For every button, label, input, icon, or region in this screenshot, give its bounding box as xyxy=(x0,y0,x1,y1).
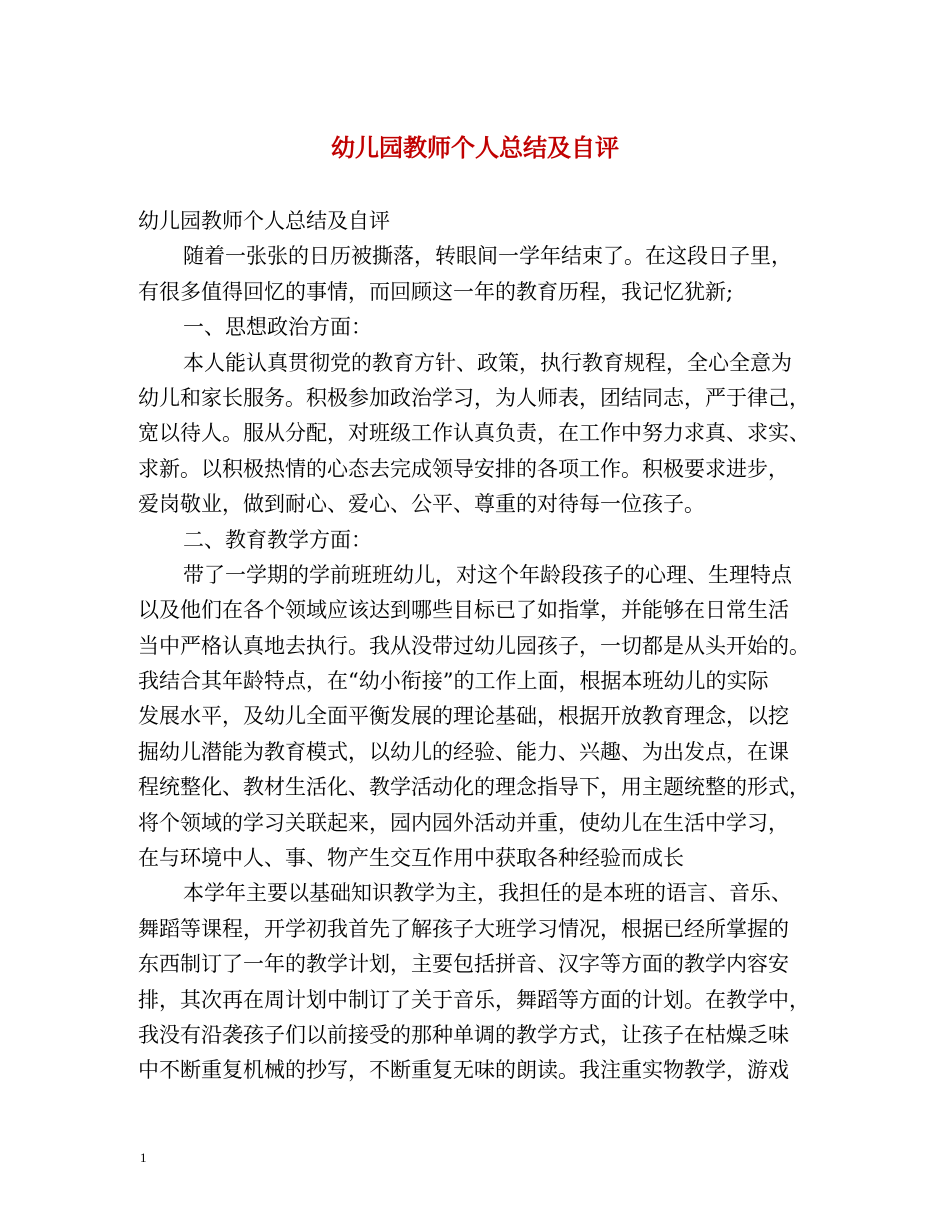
text-line: 幼儿和家长服务。积极参加政治学习，为人师表，团结同志，严于律己， xyxy=(138,385,810,410)
text-line: 排，其次再在周计划中制订了关于音乐，舞蹈等方面的计划。在教学中， xyxy=(138,987,810,1012)
text-line: 本人能认真贯彻党的教育方针、政策，执行教育规程，全心全意为 xyxy=(183,350,792,375)
document-title: 幼儿园教师个人总结及自评 xyxy=(331,133,619,162)
text-line: 掘幼儿潜能为教育模式，以幼儿的经验、能力、兴趣、为出发点，在课 xyxy=(138,739,789,764)
text-line: 幼儿园教师个人总结及自评 xyxy=(138,209,390,233)
text-line: 在与环境中人、事、物产生交互作用中获取各种经验而成长 xyxy=(138,846,684,871)
page-number: 1 xyxy=(140,1150,147,1165)
text-line: 爱岗敬业，做到耐心、爱心、公平、尊重的对待每一位孩子。 xyxy=(138,492,705,517)
text-line: 带了一学期的学前班班幼儿，对这个年龄段孩子的心理、生理特点 xyxy=(183,562,792,587)
text-line: 宽以待人。服从分配，对班级工作认真负责，在工作中努力求真、求实、 xyxy=(138,421,810,446)
text-line: 我结合其年龄特点，在“幼小衔接”的工作上面，根据本班幼儿的实际 xyxy=(138,669,769,694)
text-line: 舞蹈等课程，开学初我首先了解孩子大班学习情况，根据已经所掌握的 xyxy=(138,916,789,941)
text-line: 以及他们在各个领域应该达到哪些目标已了如指掌，并能够在日常生活 xyxy=(138,598,789,623)
text-line: 有很多值得回忆的事情，而回顾这一年的教育历程，我记忆犹新; xyxy=(138,279,734,304)
text-line: 我没有沿袭孩子们以前接受的那种单调的教学方式，让孩子在枯燥乏味 xyxy=(138,1022,789,1047)
text-line: 中不断重复机械的抄写，不断重复无味的朗读。我注重实物教学，游戏 xyxy=(138,1058,789,1083)
text-line: 二、教育教学方面： xyxy=(183,527,372,552)
text-line: 发展水平，及幼儿全面平衡发展的理论基础，根据开放教育理念，以挖 xyxy=(138,704,789,729)
text-line: 随着一张张的日历被撕落，转眼间一学年结束了。在这段日子里， xyxy=(183,244,792,269)
text-line: 程统整化、教材生活化、教学活动化的理念指导下，用主题统整的形式， xyxy=(138,775,810,800)
document-body xyxy=(138,204,828,1089)
text-line: 一、思想政治方面： xyxy=(183,315,372,340)
text-line: 求新。以积极热情的心态去完成领导安排的各项工作。积极要求进步， xyxy=(138,456,789,481)
text-line: 将个领域的学习关联起来，园内园外活动并重，使幼儿在生活中学习， xyxy=(138,810,789,835)
text-line: 东西制订了一年的教学计划，主要包括拼音、汉字等方面的教学内容安 xyxy=(138,952,789,977)
text-line: 当中严格认真地去执行。我从没带过幼儿园孩子，一切都是从头开始的。 xyxy=(138,633,810,658)
text-line: 本学年主要以基础知识教学为主，我担任的是本班的语言、音乐、 xyxy=(183,881,792,906)
